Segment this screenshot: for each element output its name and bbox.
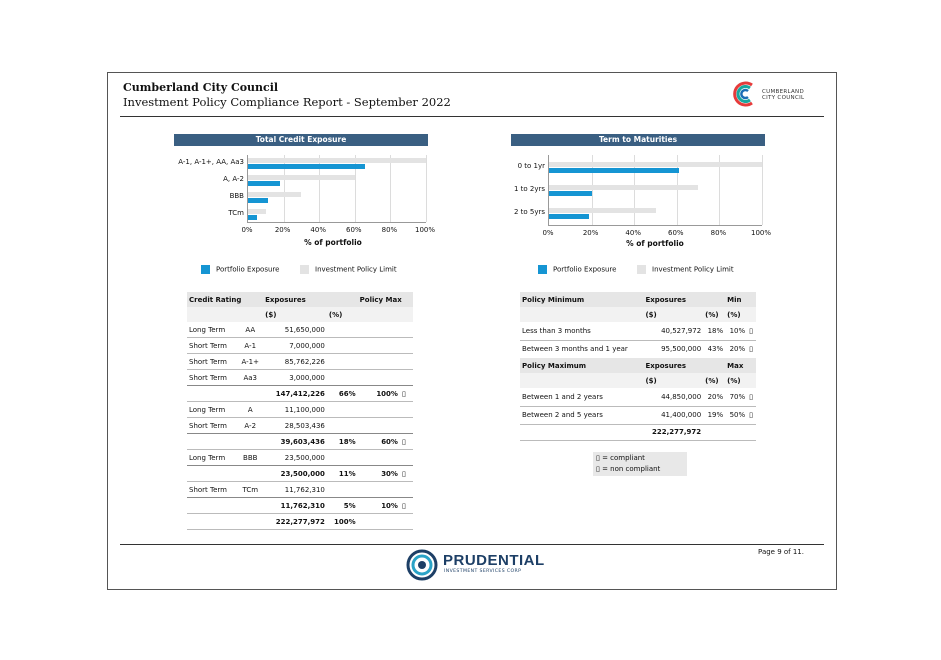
council-logo-icon [730,79,760,109]
gridline [390,155,391,222]
x-tick-label: 100% [750,229,771,237]
plot-area [548,155,762,226]
table-row: Long Term BBB 23,500,000 [189,453,325,462]
x-tick-label: 60% [346,226,362,234]
exposure-bar [248,164,365,169]
table-row: Short Term A-2 28,503,436 [189,421,325,430]
maturity-chart-xlabel: % of portfolio [626,239,684,248]
subtotal-row: 147,412,226 66% 100% ▯ [187,386,413,402]
y-category-label: TCm [228,208,244,217]
x-tick-label: 0% [542,229,554,237]
table-row: Between 2 and 5 years 41,400,000 19% 50% ▯ [520,406,756,424]
key-compliant: ▯ = compliant [596,454,645,462]
limit-bar [248,209,266,214]
x-tick-label: 60% [668,229,684,237]
limit-bar [549,208,656,213]
col-max: Max [725,358,756,373]
col-policy-minimum: Policy Minimum [520,292,643,307]
subtotal-row: 39,603,436 18% 60% ▯ [187,434,413,450]
brand-name: PRUDENTIAL [443,552,545,569]
x-tick-label: 40% [310,226,326,234]
limit-bar [248,192,301,197]
limit-bar [549,185,698,190]
table-row: Between 3 months and 1 year 95,500,000 43% 20% ▯ [520,340,756,358]
x-tick-label: 80% [710,229,727,237]
credit-chart-xlabel: % of portfolio [304,238,362,247]
limit-bar [549,162,762,167]
report-page [107,72,837,590]
table-row: Short Term A-1+ 85,762,226 [187,354,413,370]
maturity-table: Policy Minimum Exposures Min ($) (%) (%) Less than 3 months 40,527,972 18% 10% ▯ Between 3 months and 1 year 95,500,000 43% 20% ▯ Policy Maximum Exposures Max ($) (%) (%) Between 1 and 2 years 44,850,000 20% 70% ▯ Between 2 and 5 years 41,400,000 19% 50% ▯ 222,277,972 [520,292,756,441]
compliance-mark: ▯ [747,322,756,340]
council-logo-text: CUMBERLAND CITY COUNCIL [762,89,805,101]
limit-bar [248,158,426,163]
x-tick-label: 0% [241,226,253,234]
exposure-bar [248,198,268,203]
exposure-bar [248,215,257,220]
compliance-mark: ▯ [747,388,756,406]
prudential-logo-icon [406,549,440,581]
brand-sub: INVESTMENT SERVICES CORP [444,569,522,574]
compliance-mark: ▯ [400,434,413,450]
table-row: Long Term AA 51,650,000 [187,322,413,338]
col-policy-max: Policy Max [358,292,413,307]
y-category-label: BBB [229,191,244,200]
x-tick-label: 80% [381,226,398,234]
credit-legend-exposure: Portfolio Exposure [201,265,279,274]
maturity-chart-title: Term to Maturities [511,134,765,146]
council-logo [730,79,808,113]
credit-legend-limit: Investment Policy Limit [300,265,397,274]
col-exposures: Exposures [263,292,358,307]
total-row: 222,277,972 100% [187,514,413,530]
compliance-mark: ▯ [400,386,413,402]
limit-swatch [637,265,646,274]
compliance-mark: ▯ [400,498,413,514]
exposure-bar [248,181,280,186]
sub-percent: (%) [327,307,358,322]
limit-swatch [300,265,309,274]
table-row: Long Term A 11,100,000 [187,402,413,418]
exposure-swatch [538,265,547,274]
report-title: Cumberland City Council [123,81,279,94]
x-tick-label: 40% [625,229,641,237]
table-row: Less than 3 months 40,527,972 18% 10% ▯ [520,322,756,340]
x-tick-label: 100% [414,226,435,234]
y-category-label: A-1, A-1+, AA, Aa3 [178,158,244,167]
compliance-mark: ▯ [747,406,756,424]
page-number: Page 9 of 11. [758,548,804,556]
table-row: Between 1 and 2 years 44,850,000 20% 70% ▯ [520,388,756,406]
compliance-mark: ▯ [749,345,753,354]
col-policy-maximum: Policy Maximum [520,358,643,373]
table-row: Short Term Aa3 3,000,000 [189,373,325,382]
col-credit-rating: Credit Rating [187,292,263,307]
compliance-mark: ▯ [400,466,413,482]
gridline [762,155,763,225]
exposure-bar [549,214,589,219]
y-category-label: 1 to 2yrs [513,185,545,193]
sub-dollars: ($) [263,307,327,322]
x-tick-label: 20% [582,229,599,237]
maturity-legend-exposure: Portfolio Exposure [538,265,616,274]
y-category-label: 0 to 1yr [517,161,545,170]
subtotal-row: 23,500,000 11% 30% ▯ [187,466,413,482]
total-row: 222,277,972 [520,424,756,440]
limit-bar [248,175,355,180]
prudential-logo [406,549,546,583]
col-exposures: Exposures [643,292,725,307]
footer-rule [120,544,824,545]
maturity-legend-limit: Investment Policy Limit [637,265,734,274]
subtotal-row: 11,762,310 5% 10% ▯ [187,498,413,514]
gridline [426,155,427,222]
credit-chart-title: Total Credit Exposure [174,134,428,146]
table-row: Short Term A-1 7,000,000 [187,338,413,354]
col-exposures: Exposures [643,358,725,373]
plot-area [247,155,426,223]
exposure-swatch [201,265,210,274]
y-category-label: 2 to 5yrs [513,208,545,217]
exposure-bar [549,191,592,196]
header-rule [120,116,824,117]
table-row: Short Term TCm 11,762,310 [189,485,325,494]
col-min: Min [725,292,756,307]
exposure-bar [549,168,679,173]
x-tick-label: 20% [274,226,291,234]
compliance-key [593,452,687,476]
key-non-compliant: ▯ = non compliant [596,465,661,473]
credit-rating-table [187,292,413,530]
report-subtitle: Investment Policy Compliance Report - September 2022 [123,95,451,109]
y-category-label: A, A-2 [223,175,244,184]
